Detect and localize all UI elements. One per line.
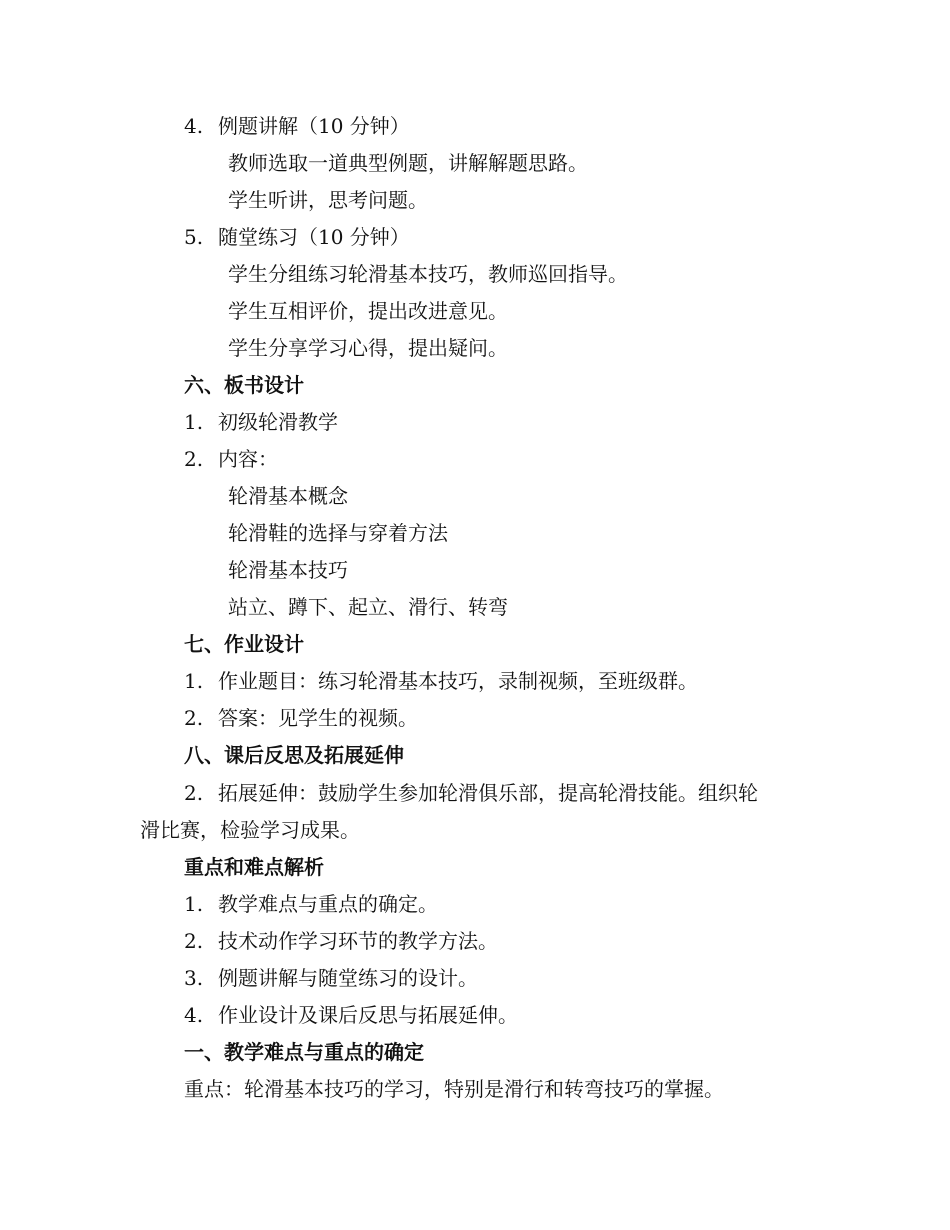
paragraph-text: 滑比赛，检验学习成果。 bbox=[140, 818, 360, 842]
item-number: 4. bbox=[184, 114, 204, 138]
list-item-2 bbox=[184, 447, 278, 471]
paragraph bbox=[228, 558, 348, 582]
item-text: 作业题目：练习轮滑基本技巧，录制视频，至班级群。 bbox=[218, 669, 698, 693]
list-item-2 bbox=[184, 706, 418, 730]
paragraph-text: 学生互相评价，提出改进意见。 bbox=[228, 299, 508, 323]
list-item-2 bbox=[184, 781, 758, 805]
item-number: 5. bbox=[184, 225, 204, 249]
paragraph bbox=[184, 1077, 724, 1101]
paragraph bbox=[228, 484, 348, 508]
item-number: 2. bbox=[184, 929, 204, 953]
item-number: 2. bbox=[184, 447, 204, 471]
paragraph bbox=[228, 521, 448, 545]
paragraph-continuation bbox=[140, 818, 360, 842]
paragraph-text: 学生分享学习心得，提出疑问。 bbox=[228, 336, 508, 360]
heading-text: 七、作业设计 bbox=[184, 632, 304, 656]
paragraph bbox=[228, 299, 508, 323]
item-number: 2. bbox=[184, 706, 204, 730]
section-heading bbox=[184, 632, 304, 656]
section-heading bbox=[184, 1040, 424, 1064]
list-item-4 bbox=[184, 114, 410, 138]
heading-text: 六、板书设计 bbox=[184, 373, 304, 397]
item-text: 作业设计及课后反思与拓展延伸。 bbox=[218, 1003, 518, 1027]
item-number: 1. bbox=[184, 410, 204, 434]
item-text: 拓展延伸：鼓励学生参加轮滑俱乐部，提高轮滑技能。组织轮 bbox=[218, 781, 758, 805]
paragraph-text: 轮滑基本技巧 bbox=[228, 558, 348, 582]
paragraph bbox=[228, 336, 508, 360]
item-number: 1. bbox=[184, 892, 204, 916]
paragraph-text: 学生听讲，思考问题。 bbox=[228, 188, 428, 212]
item-text: 例题讲解（10 分钟） bbox=[218, 114, 410, 138]
list-item-4 bbox=[184, 1003, 518, 1027]
item-number: 4. bbox=[184, 1003, 204, 1027]
list-item-2 bbox=[184, 929, 498, 953]
list-item-5 bbox=[184, 225, 410, 249]
item-text: 内容： bbox=[218, 447, 278, 471]
item-text: 随堂练习（10 分钟） bbox=[218, 225, 410, 249]
item-text: 答案：见学生的视频。 bbox=[218, 706, 418, 730]
paragraph-text: 轮滑鞋的选择与穿着方法 bbox=[228, 521, 448, 545]
paragraph-text: 轮滑基本概念 bbox=[228, 484, 348, 508]
paragraph-text: 学生分组练习轮滑基本技巧，教师巡回指导。 bbox=[228, 262, 628, 286]
section-heading bbox=[184, 373, 304, 397]
paragraph-text: 教师选取一道典型例题，讲解解题思路。 bbox=[228, 151, 588, 175]
item-number: 3. bbox=[184, 966, 204, 990]
list-item-1 bbox=[184, 410, 338, 434]
paragraph bbox=[228, 595, 508, 619]
item-text: 教学难点与重点的确定。 bbox=[218, 892, 438, 916]
list-item-3 bbox=[184, 966, 478, 990]
heading-text: 一、教学难点与重点的确定 bbox=[184, 1040, 424, 1064]
heading-text: 重点和难点解析 bbox=[184, 855, 324, 879]
item-number: 2. bbox=[184, 781, 204, 805]
paragraph-text: 重点：轮滑基本技巧的学习，特别是滑行和转弯技巧的掌握。 bbox=[184, 1077, 724, 1101]
paragraph bbox=[228, 262, 628, 286]
paragraph-text: 站立、蹲下、起立、滑行、转弯 bbox=[228, 595, 508, 619]
heading-text: 八、课后反思及拓展延伸 bbox=[184, 743, 404, 767]
item-text: 初级轮滑教学 bbox=[218, 410, 338, 434]
section-heading bbox=[184, 743, 404, 767]
list-item-1 bbox=[184, 669, 698, 693]
item-text: 例题讲解与随堂练习的设计。 bbox=[218, 966, 478, 990]
item-text: 技术动作学习环节的教学方法。 bbox=[218, 929, 498, 953]
list-item-1 bbox=[184, 892, 438, 916]
section-heading bbox=[184, 855, 324, 879]
item-number: 1. bbox=[184, 669, 204, 693]
paragraph bbox=[228, 151, 588, 175]
paragraph bbox=[228, 188, 428, 212]
